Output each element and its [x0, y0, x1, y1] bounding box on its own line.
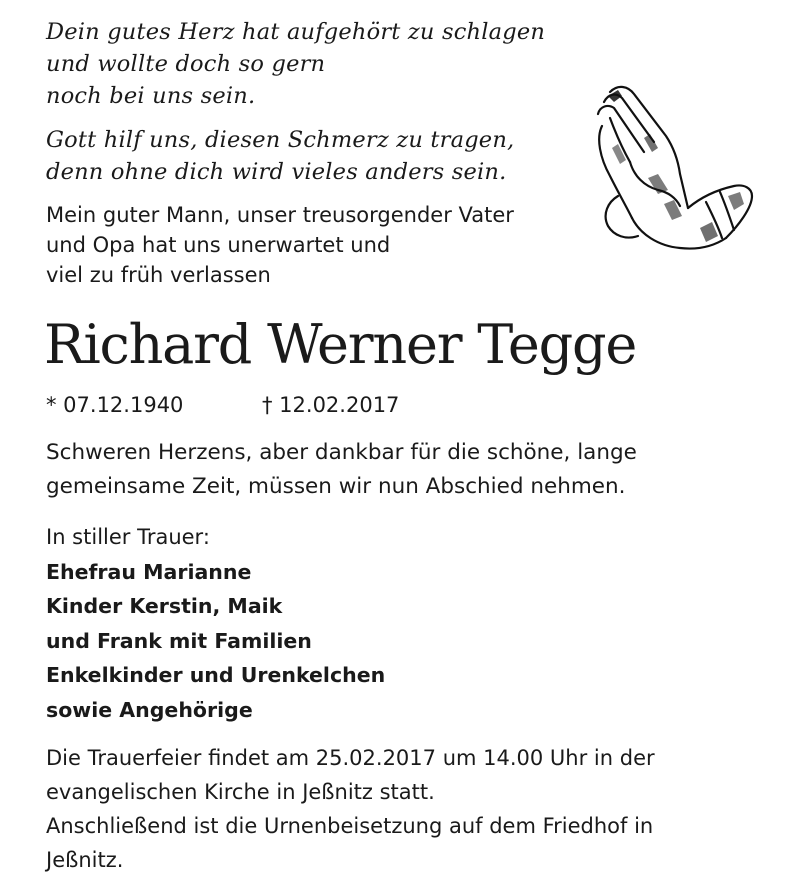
life-dates: [46, 390, 399, 420]
poem-line: und wollte doch so gern: [46, 51, 326, 77]
deceased-name: Richard Werner Tegge: [44, 313, 637, 376]
intro-line: viel zu früh verlassen: [46, 263, 271, 287]
farewell-line: Schweren Herzens, aber dankbar für die schöne, lange: [46, 440, 637, 465]
poem-line: Dein gutes Herz hat aufgehört zu schlagen: [46, 19, 546, 45]
poem-verse-one: [46, 16, 545, 112]
mourner-name: und Frank mit Familien: [46, 628, 312, 653]
service-info: [46, 741, 655, 877]
poem-line: noch bei uns sein.: [46, 83, 256, 109]
mourner-name: Enkelkinder und Urenkelchen: [46, 663, 386, 687]
poem-line: denn ohne dich wird vieles anders sein.: [46, 159, 507, 185]
mourner-name: sowie Angehörige: [46, 697, 253, 722]
birth-date: * 07.12.1940: [46, 393, 184, 417]
death-date: † 12.02.2017: [262, 393, 400, 417]
poem-verse-two: [46, 124, 514, 188]
service-line: Jeßnitz.: [46, 848, 124, 872]
service-line: evangelischen Kirche in Jeßnitz statt.: [46, 780, 435, 804]
intro-text: [46, 200, 514, 290]
praying-hands-icon: [588, 78, 758, 263]
mourners-heading: In stiller Trauer:: [46, 525, 210, 549]
service-line: Die Trauerfeier findet am 25.02.2017 um 14.00 Uhr in der: [46, 746, 655, 770]
poem-line: Gott hilf uns, diesen Schmerz zu tragen,: [46, 127, 515, 153]
mourner-name: Ehefrau Marianne: [46, 559, 252, 584]
mourners-block: [46, 520, 385, 727]
mourner-name: Kinder Kerstin, Maik: [46, 594, 283, 618]
farewell-line: gemeinsame Zeit, müssen wir nun Abschied nehmen.: [46, 474, 626, 499]
service-line: Anschließend ist die Urnenbeisetzung auf dem Friedhof in: [46, 814, 654, 838]
intro-line: Mein guter Mann, unser treusorgender Vater: [46, 203, 514, 227]
farewell-text: [46, 436, 637, 504]
intro-line: und Opa hat uns unerwartet und: [46, 233, 391, 257]
